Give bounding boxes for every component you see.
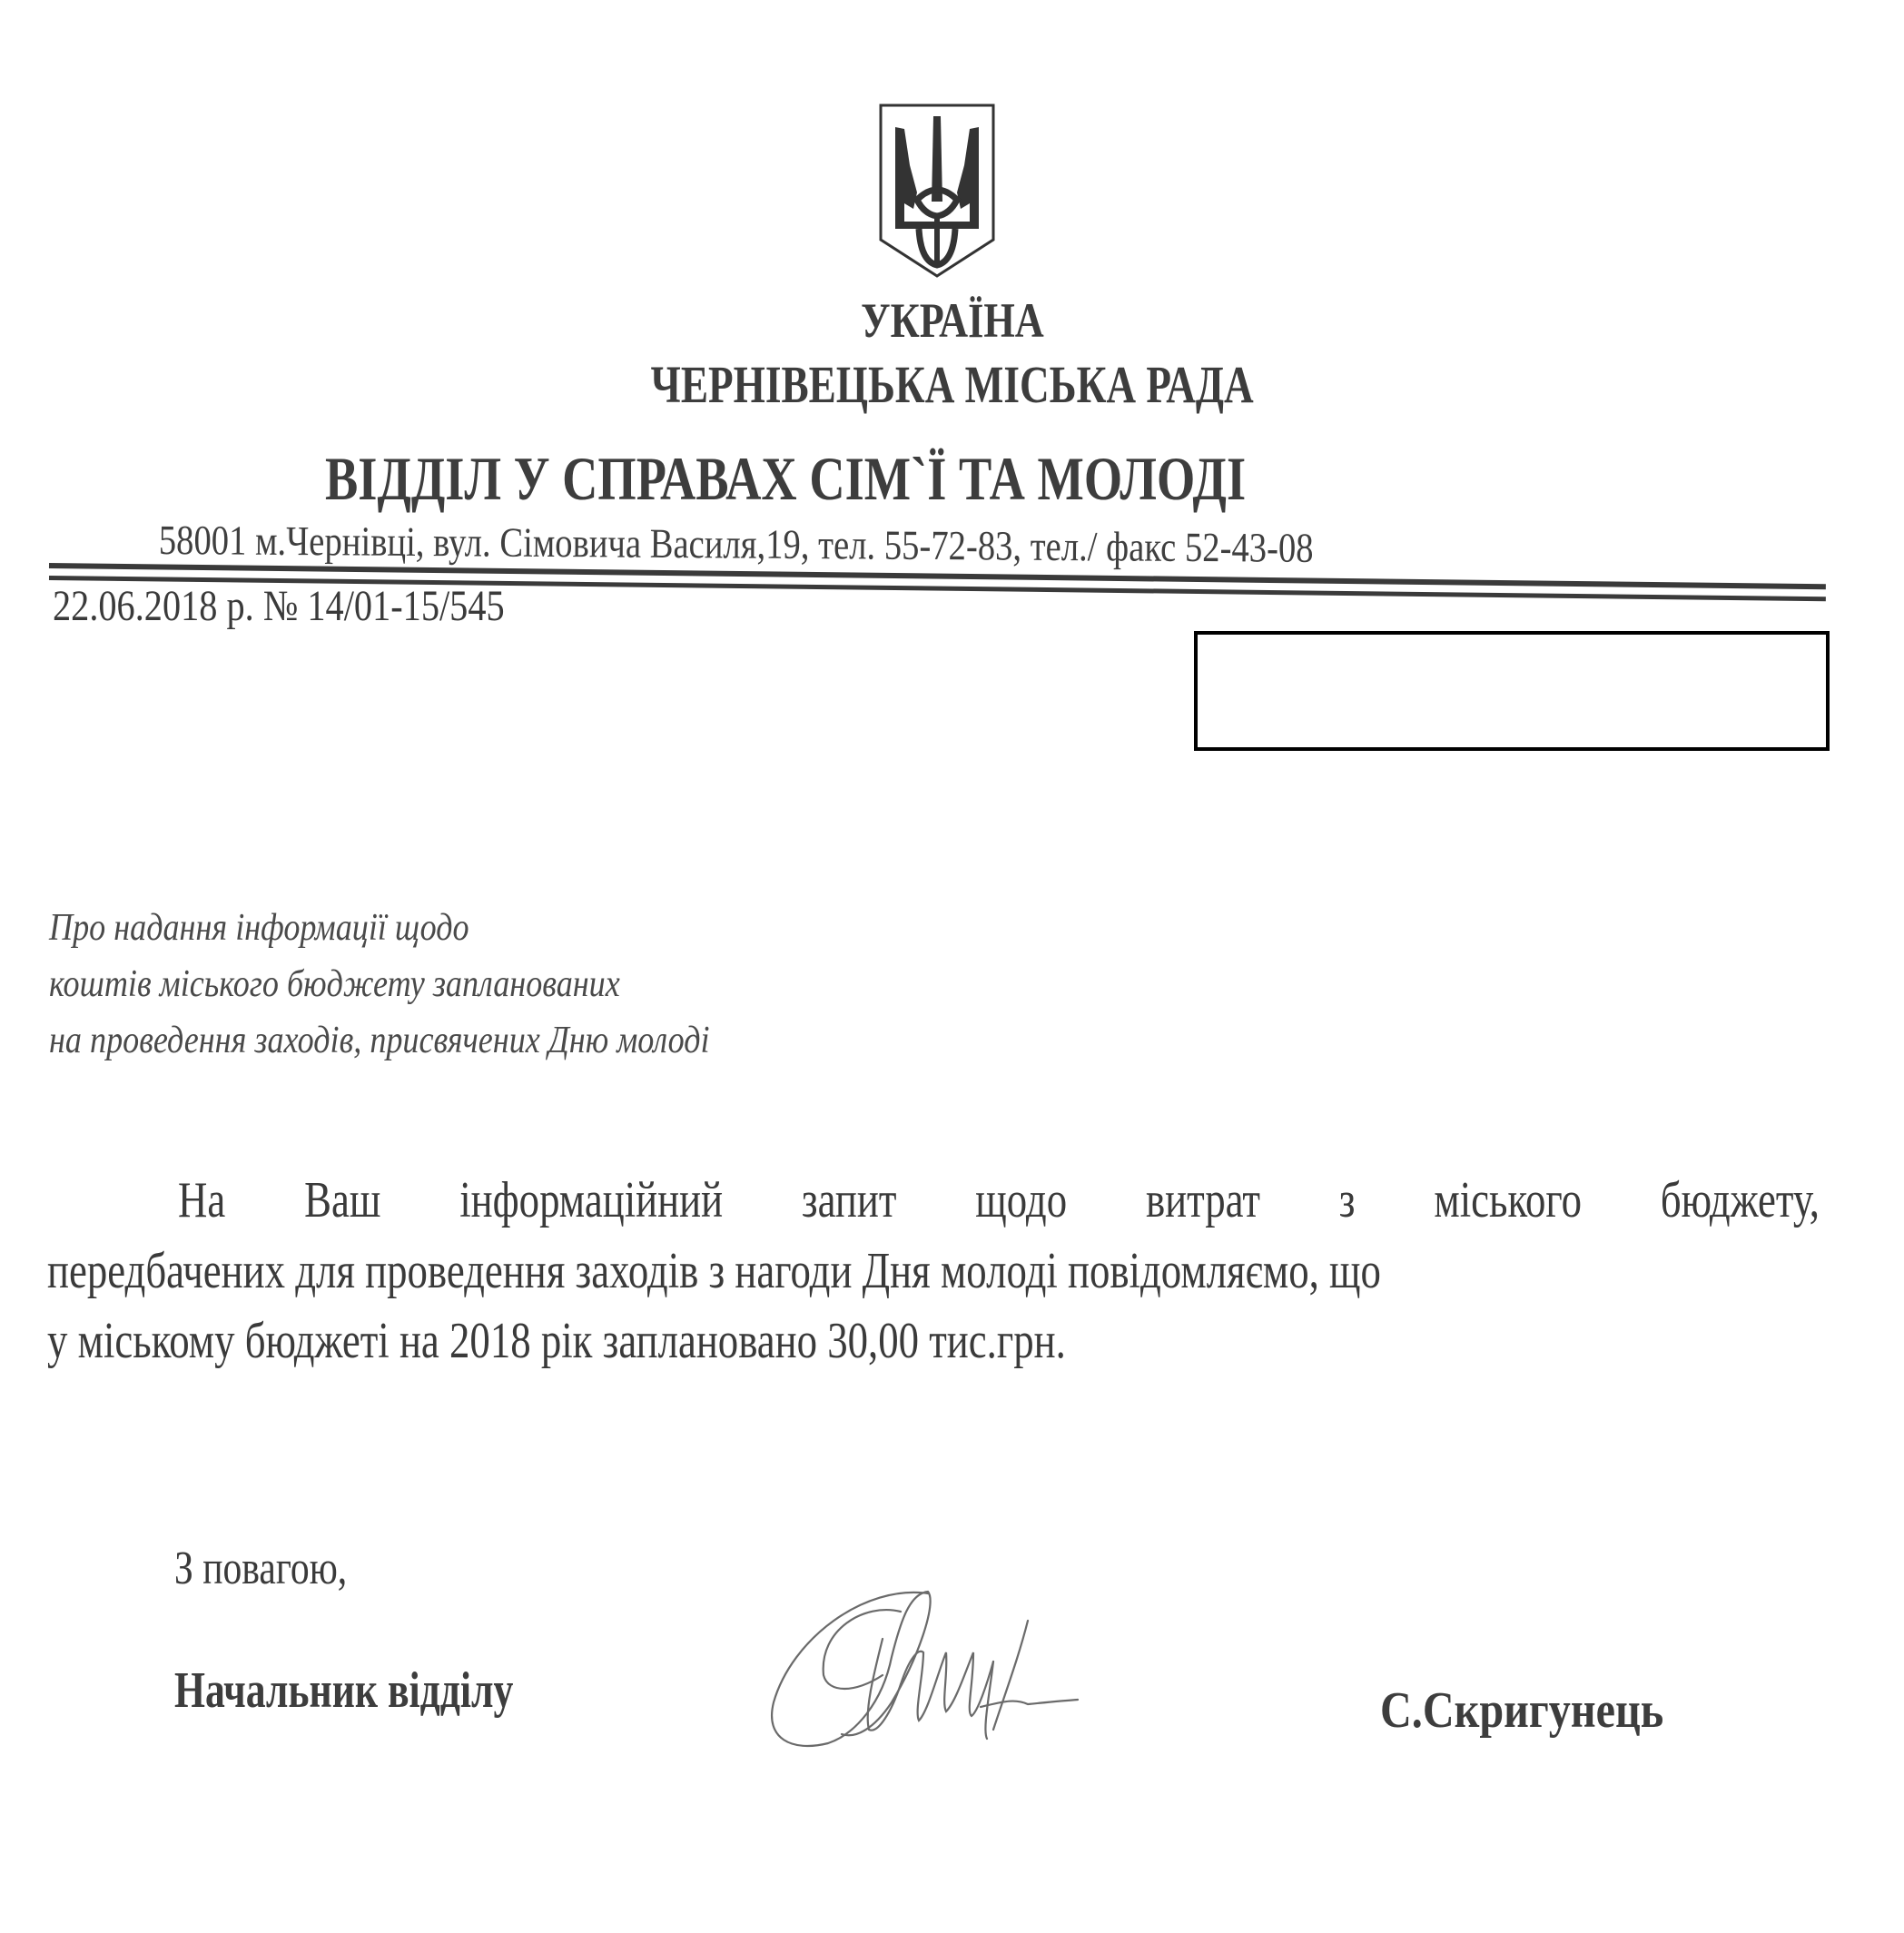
coat-of-arms-icon [877,102,997,280]
letterhead-country: УКРАЇНА [860,293,1044,348]
subject-line-2: коштів міського бюджету запланованих [49,963,620,1005]
letterhead-council: ЧЕРНІВЕЦЬКА МІСЬКА РАДА [650,355,1254,414]
recipient-box [1194,631,1830,751]
signature-icon [755,1575,1082,1757]
letterhead-department: ВІДДІЛ У СПРАВАХ СІМ`Ї ТА МОЛОДІ [325,444,1247,513]
subject-line-3: на проведення заходів, присвячених Дню молоді [49,1020,710,1061]
closing-salutation: З повагою, [174,1543,348,1594]
body-line-1: На Ваш інформаційний запит щодо витрат з міського бюджету, [178,1172,1820,1228]
document-date-number: 22.06.2018 р. № 14/01-15/545 [53,582,505,630]
letterhead-address: 58001 м.Чернівці, вул. Сімовича Василя,19, тел. 55-72-83, тел./ факс 52-43-08 [158,517,1314,571]
closing-position: Начальник відділу [174,1662,514,1719]
closing-name: С.Скригунець [1380,1682,1664,1739]
body-line-3: у міському бюджеті на 2018 рік заплановано 30,00 тис.грн. [47,1313,1066,1369]
subject-line-1: Про надання інформації щодо [49,907,469,949]
body-line-2: передбачених для проведення заходів з нагоди Дня молоді повідомляємо, що [47,1243,1381,1299]
